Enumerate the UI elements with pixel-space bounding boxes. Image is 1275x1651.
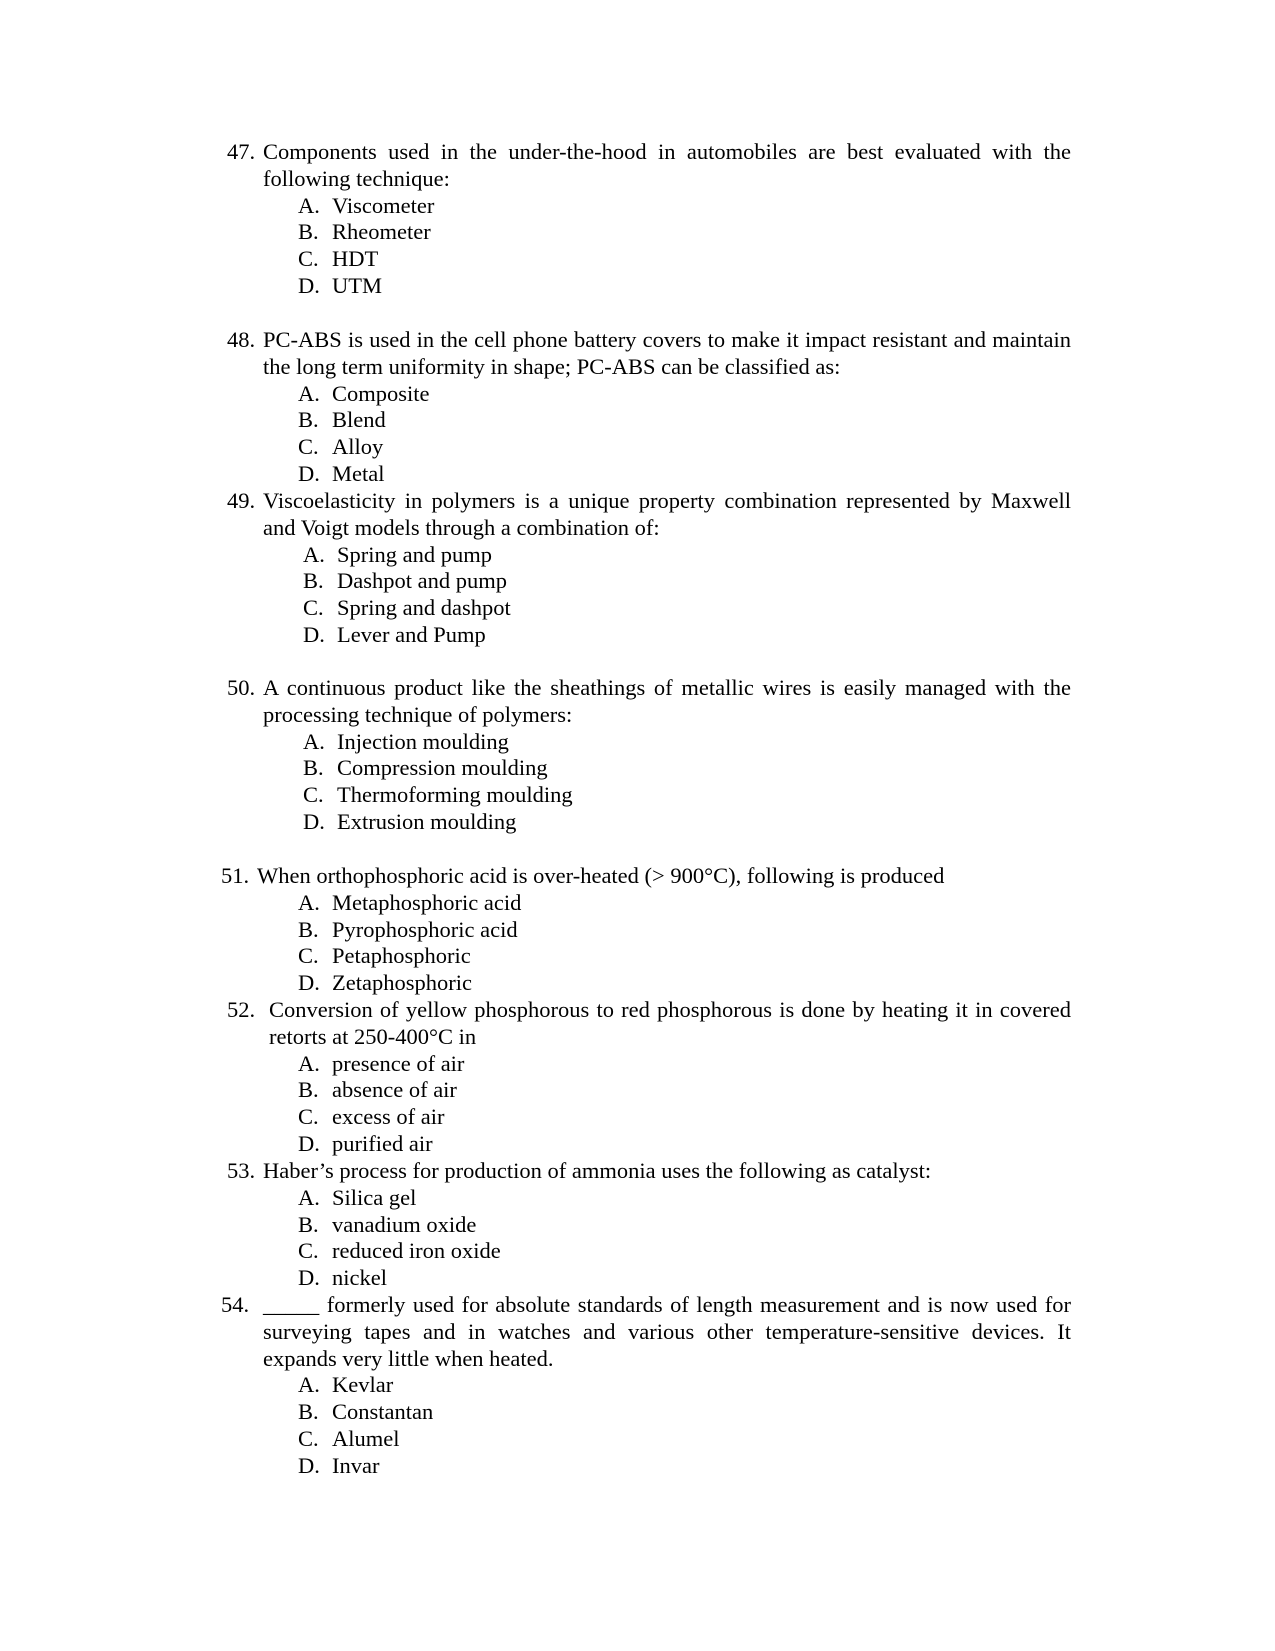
option-text: presence of air — [332, 1050, 465, 1076]
option-list — [298, 1372, 1071, 1479]
option-list — [298, 1051, 1071, 1158]
question-text: Components used in the under-the-hood in automobiles are best evaluated with the following technique: — [263, 139, 1071, 191]
option-letter: B. — [298, 1399, 319, 1425]
option-list — [298, 1185, 1071, 1292]
option-text: Viscometer — [332, 192, 435, 218]
question-text: Conversion of yellow phosphorous to red phosphorous is done by heating it in covered retorts at 250-400°C in — [269, 997, 1071, 1049]
question-number: 47. — [227, 139, 256, 164]
option-letter: C. — [298, 1425, 319, 1451]
option-letter: D. — [298, 1265, 320, 1291]
option-letter: C. — [303, 782, 324, 808]
question-text: Haber’s process for production of ammonia uses the following as catalyst: — [263, 1158, 932, 1183]
option-text: Lever and Pump — [337, 621, 486, 647]
option-c — [303, 595, 1071, 622]
question-47 — [227, 139, 1071, 300]
option-c — [298, 1104, 1071, 1131]
option-text: Compression moulding — [337, 755, 548, 781]
option-list — [303, 542, 1071, 649]
question-number: 50. — [227, 675, 256, 700]
option-text: Pyrophosphoric acid — [332, 916, 518, 942]
option-letter: C. — [303, 595, 324, 621]
option-text: nickel — [332, 1265, 387, 1291]
option-text: Zetaphosphoric — [332, 970, 472, 996]
option-b — [303, 755, 1071, 782]
question-stem — [221, 863, 1071, 890]
option-text: Dashpot and pump — [337, 568, 507, 594]
option-letter: C. — [298, 434, 319, 460]
option-b — [298, 1399, 1071, 1426]
question-48 — [227, 327, 1071, 488]
option-list — [303, 729, 1071, 836]
question-54 — [221, 1292, 1071, 1480]
option-text: Petaphosphoric — [332, 943, 471, 969]
option-text: Thermoforming moulding — [337, 782, 573, 808]
option-b — [298, 1077, 1071, 1104]
option-text: Spring and dashpot — [337, 595, 511, 621]
question-number: 51. — [221, 863, 250, 888]
question-text: When orthophosphoric acid is over-heated (> 900°C), following is produced — [257, 863, 945, 888]
option-text: Metaphosphoric acid — [332, 889, 522, 915]
option-d — [298, 273, 1071, 300]
option-text: Constantan — [332, 1399, 434, 1425]
option-d — [303, 622, 1071, 649]
option-letter: A. — [298, 192, 320, 218]
question-stem — [227, 675, 1071, 729]
option-text: UTM — [332, 272, 382, 298]
option-c — [298, 1238, 1071, 1265]
option-d — [298, 1131, 1071, 1158]
option-a — [298, 1372, 1071, 1399]
option-text: Metal — [332, 460, 385, 486]
question-number: 54. — [221, 1292, 250, 1317]
option-letter: A. — [298, 380, 320, 406]
option-text: Kevlar — [332, 1372, 394, 1398]
option-b — [298, 1212, 1071, 1239]
option-letter: A. — [298, 889, 320, 915]
option-letter: B. — [298, 219, 319, 245]
option-text: Composite — [332, 380, 430, 406]
option-letter: B. — [298, 1211, 319, 1237]
option-text: purified air — [332, 1130, 433, 1156]
option-b — [303, 568, 1071, 595]
question-number: 52. — [227, 997, 256, 1022]
option-c — [298, 1426, 1071, 1453]
question-53 — [227, 1158, 1071, 1292]
option-letter: B. — [298, 407, 319, 433]
option-letter: B. — [298, 1077, 319, 1103]
option-text: Spring and pump — [337, 541, 492, 567]
option-letter: A. — [298, 1050, 320, 1076]
option-text: Injection moulding — [337, 728, 509, 754]
option-list — [298, 193, 1071, 300]
option-letter: A. — [298, 1372, 320, 1398]
question-stem — [227, 327, 1071, 381]
question-number: 48. — [227, 327, 256, 352]
question-text: PC-ABS is used in the cell phone battery covers to make it impact resistant and maintain the long term uniformity in shape; PC-ABS can be classified as: — [263, 327, 1071, 379]
option-letter: A. — [303, 728, 325, 754]
question-stem — [221, 1292, 1071, 1372]
option-letter: A. — [298, 1184, 320, 1210]
option-a — [298, 1185, 1071, 1212]
option-d — [298, 1453, 1071, 1480]
question-49 — [227, 488, 1071, 649]
question-stem — [227, 1158, 1071, 1185]
option-d — [298, 970, 1071, 997]
question-stem — [227, 488, 1071, 542]
option-letter: D. — [298, 460, 320, 486]
option-letter: D. — [298, 272, 320, 298]
option-list — [298, 890, 1071, 997]
option-letter: C. — [298, 943, 319, 969]
option-letter: C. — [298, 1104, 319, 1130]
option-text: Silica gel — [332, 1184, 417, 1210]
option-text: Blend — [332, 407, 386, 433]
question-number: 49. — [227, 488, 256, 513]
option-text: Alumel — [332, 1425, 400, 1451]
option-text: Extrusion moulding — [337, 808, 517, 834]
option-list — [298, 381, 1071, 488]
option-letter: C. — [298, 1238, 319, 1264]
option-b — [298, 407, 1071, 434]
option-c — [298, 943, 1071, 970]
option-letter: D. — [303, 621, 325, 647]
option-c — [298, 434, 1071, 461]
question-text: Viscoelasticity in polymers is a unique property combination represented by Maxwell and Voigt models through a combination of: — [263, 488, 1071, 540]
option-a — [298, 890, 1071, 917]
option-text: absence of air — [332, 1077, 457, 1103]
question-51 — [221, 863, 1071, 997]
option-letter: B. — [303, 755, 324, 781]
option-text: vanadium oxide — [332, 1211, 477, 1237]
option-letter: C. — [298, 246, 319, 272]
question-50 — [227, 675, 1071, 836]
option-text: reduced iron oxide — [332, 1238, 501, 1264]
option-text: excess of air — [332, 1104, 445, 1130]
option-text: Invar — [332, 1452, 380, 1478]
option-b — [298, 219, 1071, 246]
option-text: Alloy — [332, 434, 384, 460]
option-letter: D. — [303, 808, 325, 834]
option-text: HDT — [332, 246, 379, 272]
question-text: _____ formerly used for absolute standards of length measurement and is now used for surveying tapes and in watches and various other temperature-sensitive devices. It expands very little when heated. — [263, 1292, 1071, 1371]
question-number: 53. — [227, 1158, 256, 1183]
option-letter: D. — [298, 970, 320, 996]
option-a — [298, 1051, 1071, 1078]
option-a — [303, 729, 1071, 756]
option-d — [298, 1265, 1071, 1292]
option-d — [298, 461, 1071, 488]
option-letter: A. — [303, 541, 325, 567]
option-letter: D. — [298, 1130, 320, 1156]
option-a — [303, 542, 1071, 569]
option-letter: B. — [303, 568, 324, 594]
option-letter: B. — [298, 916, 319, 942]
option-a — [298, 193, 1071, 220]
question-stem — [227, 997, 1071, 1051]
option-b — [298, 917, 1071, 944]
question-stem — [227, 139, 1071, 193]
question-text: A continuous product like the sheathings of metallic wires is easily managed with the processing technique of polymers: — [263, 675, 1071, 727]
option-c — [303, 782, 1071, 809]
option-d — [303, 809, 1071, 836]
option-c — [298, 246, 1071, 273]
option-text: Rheometer — [332, 219, 431, 245]
option-a — [298, 381, 1071, 408]
option-letter: D. — [298, 1452, 320, 1478]
question-52 — [227, 997, 1071, 1158]
